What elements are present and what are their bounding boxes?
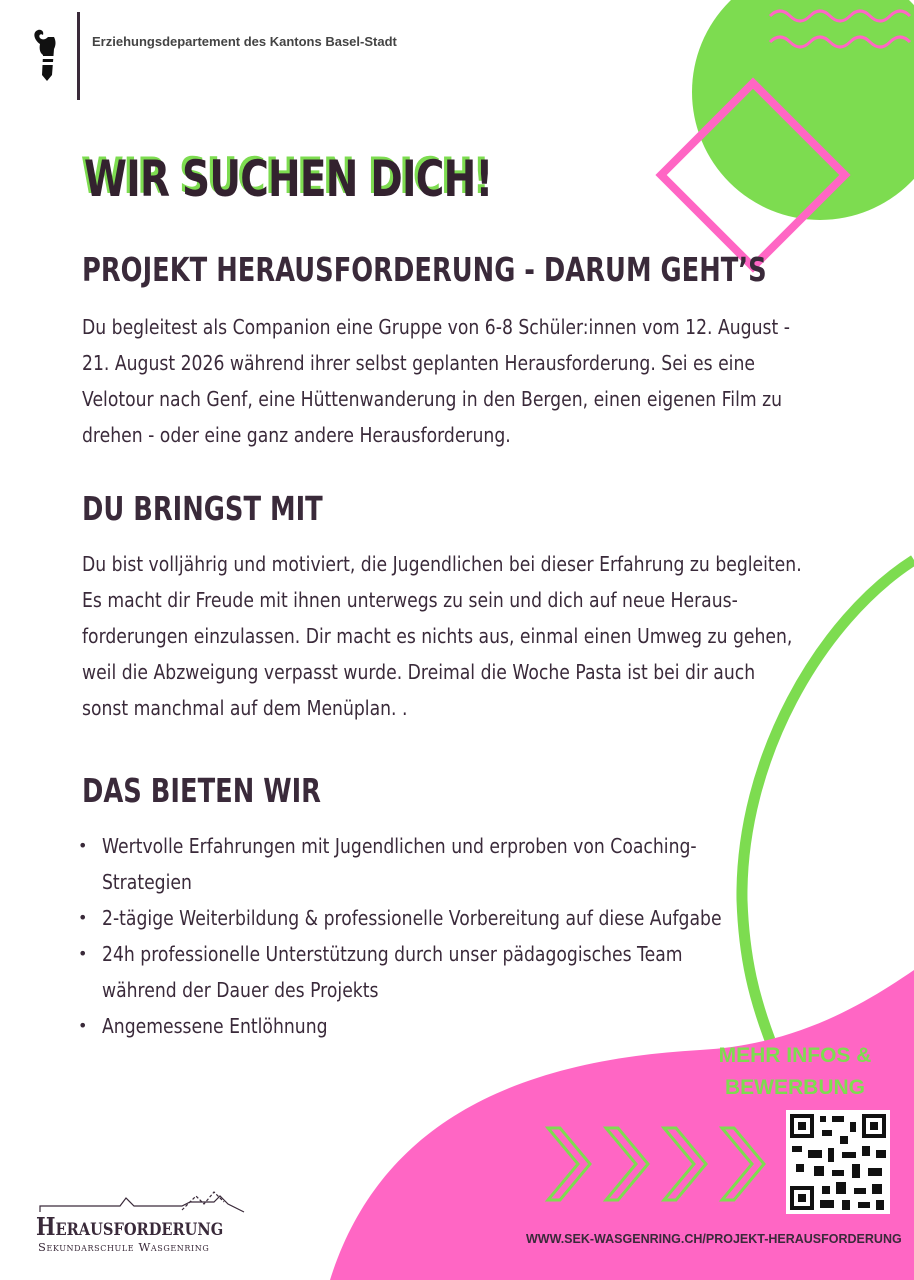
cta-text	[690, 1040, 900, 1104]
text-line: während der Dauer des Projekts	[102, 978, 379, 1002]
text-line: Velotour nach Genf, eine Hüttenwanderung in den Bergen, einen eigenen Film zu	[82, 387, 783, 411]
website-link[interactable]: WWW.SEK-WASGENRING.CH/PROJEKT-HERAUSFORDERUNG	[526, 1232, 902, 1246]
text-line: 21. August 2026 während ihrer selbst geplanten Herausforderung. Sei es eine	[82, 351, 755, 375]
header-divider	[77, 12, 80, 100]
bullet-icon: •	[78, 1016, 88, 1035]
list-item-text	[102, 936, 724, 1008]
logo-subtitle: Sekundarschule Wasgenring	[38, 1240, 210, 1254]
list-item	[76, 936, 726, 1008]
list-item-text	[102, 1008, 724, 1044]
list-item	[76, 900, 726, 936]
text-line: forderungen einzulassen. Dir macht es nichts aus, einmal einen Umweg zu gehen,	[82, 624, 793, 648]
text-line: Du bist volljährig und motiviert, die Jugendlichen bei dieser Erfahrung zu begleiten.	[82, 552, 802, 576]
bullet-icon: •	[78, 836, 88, 855]
basel-staff-icon	[34, 30, 56, 81]
section-title-about: PROJEKT HERAUSFORDERUNG - DARUM GEHT’S	[82, 250, 767, 289]
list-item-text	[102, 828, 724, 900]
qr-code-icon	[786, 1110, 890, 1214]
offer-list	[76, 828, 726, 1044]
section-text-requirements	[82, 546, 802, 726]
text-line: Angemessene Entlöhnung	[102, 1014, 328, 1038]
text-line: weil die Abzweigung verpasst wurde. Dreimal die Woche Pasta ist bei dir auch	[82, 660, 756, 684]
department-name: Erziehungsdepartement des Kantons Basel-Stadt	[92, 34, 397, 49]
text-line: drehen - oder eine ganz andere Herausforderung.	[82, 423, 511, 447]
text-line: Es macht dir Freude mit ihnen unterwegs zu sein und dich auf neue Heraus-	[82, 588, 738, 612]
bullet-icon: •	[78, 944, 88, 963]
section-title-requirements: DU BRINGST MIT	[82, 489, 323, 528]
list-item-text	[102, 900, 724, 936]
section-title-offer: DAS BIETEN WIR	[82, 771, 322, 810]
list-item	[76, 1008, 726, 1044]
cta-line: MEHR INFOS &	[718, 1044, 872, 1067]
list-item	[76, 828, 726, 900]
text-line: 2-tägige Weiterbildung & professionelle Vorbereitung auf diese Aufgabe	[102, 906, 722, 930]
text-line: sonst manchmal auf dem Menüplan. .	[82, 696, 408, 720]
text-line: Strategien	[102, 870, 192, 894]
mountain-logo-icon	[40, 1192, 244, 1212]
text-line: 24h professionelle Unterstützung durch unser pädagogisches Team	[102, 942, 683, 966]
logo-title: Herausforderung	[36, 1212, 224, 1241]
page-headline: WIR SUCHEN DICH!	[84, 150, 493, 208]
text-line: Wertvolle Erfahrungen mit Jugendlichen und erproben von Coaching-	[102, 834, 697, 858]
section-text-about	[82, 309, 802, 453]
bullet-icon: •	[78, 908, 88, 927]
cta-line: BEWERBUNG	[725, 1076, 865, 1099]
text-line: Du begleitest als Companion eine Gruppe von 6-8 Schüler:innen vom 12. August -	[82, 315, 790, 339]
